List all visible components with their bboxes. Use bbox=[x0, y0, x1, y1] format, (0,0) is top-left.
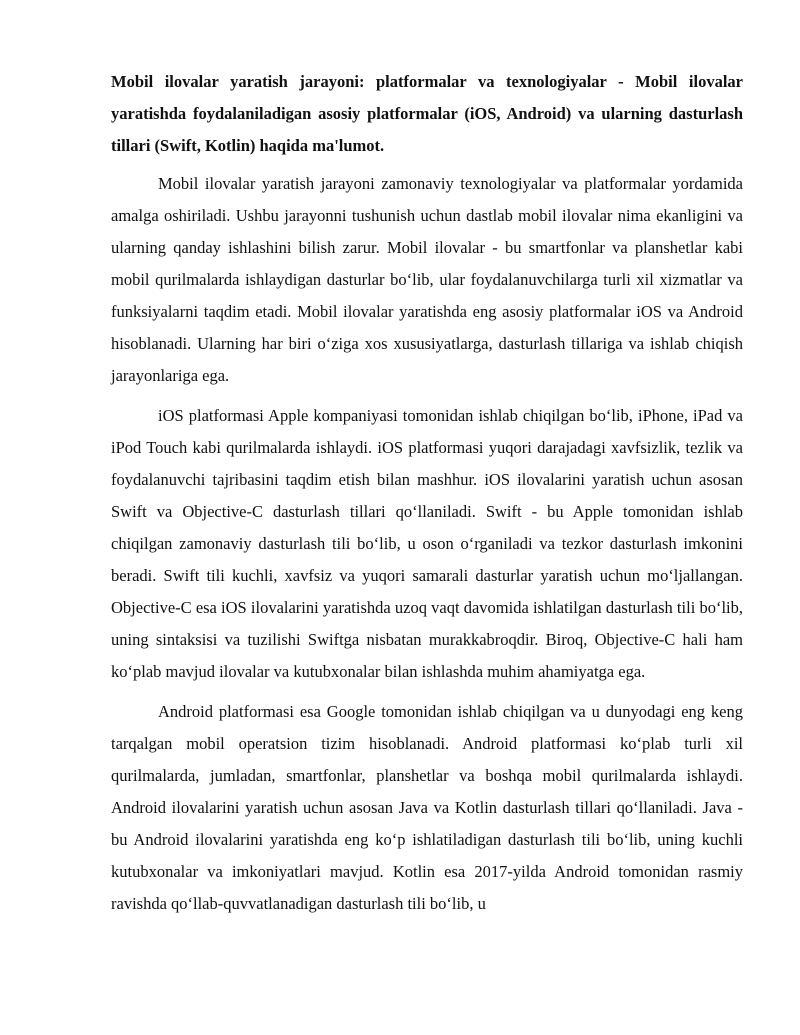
document-title: Mobil ilovalar yaratish jarayoni: platformalar va texnologiyalar - Mobil ilovalar yaratishda foydalaniladigan asosiy platformalar (iOS, Android) va ularning dasturlash tillari (Swift, Kotlin) haqida ma'lumot. bbox=[111, 72, 743, 155]
paragraph-ios: iOS platformasi Apple kompaniyasi tomonidan ishlab chiqilgan bo‘lib, iPhone, iPad va iPod Touch kabi qurilmalarda ishlaydi. iOS platformasi yuqori darajadagi xavfsizlik, tezlik va foydalanuvchi tajribasini taqdim etish bilan mashhur. iOS ilovalarini yaratish uchun asosan Swift va Objective-C dasturlash tillari qo‘llaniladi. Swift - bu Apple tomonidan ishlab chiqilgan zamonaviy dasturlash tili bo‘lib, u oson o‘rganiladi va tezkor dasturlash imkonini beradi. Swift tili kuchli, xavfsiz va yuqori samarali dasturlar yaratish uchun mo‘ljallangan. Objective-C esa iOS ilovalarini yaratishda uzoq vaqt davomida ishlatilgan dasturlash tili bo‘lib, uning sintaksisi va tuzilishi Swiftga nisbatan murakkabroqdir. Biroq, Objective-C hali ham ko‘plab mavjud ilovalar va kutubxonalar bilan ishlashda muhim ahamiyatga ega. bbox=[111, 406, 743, 681]
paragraph-intro: Mobil ilovalar yaratish jarayoni zamonaviy texnologiyalar va platformalar yordamida amalga oshiriladi. Ushbu jarayonni tushunish uchun dastlab mobil ilovalar nima ekanligini va ularning qanday ishlashini bilish zarur. Mobil ilovalar - bu smartfonlar va planshetlar kabi mobil qurilmalarda ishlaydigan dasturlar bo‘lib, ular foydalanuvchilarga turli xil xizmatlar va funksiyalarni taqdim etadi. Mobil ilovalar yaratishda eng asosiy platformalar iOS va Android hisoblanadi. Ularning har biri o‘ziga xos xususiyatlarga, dasturlash tillariga va ishlab chiqish jarayonlariga ega. bbox=[111, 174, 743, 385]
paragraph-android: Android platformasi esa Google tomonidan ishlab chiqilgan va u dunyodagi eng keng tarqalgan mobil operatsion tizim hisoblanadi. Android platformasi ko‘plab turli xil qurilmalarda, jumladan, smartfonlar, planshetlar va boshqa mobil qurilmalarda ishlaydi. Android ilovalarini yaratish uchun asosan Java va Kotlin dasturlash tillari qo‘llaniladi. Java - bu Android ilovalarini yaratishda eng ko‘p ishlatiladigan dasturlash tili bo‘lib, uning kuchli kutubxonalar va imkoniyatlari mavjud. Kotlin esa 2017-yilda Android tomonidan rasmiy ravishda qo‘llab-quvvatlanadigan dasturlash tili bo‘lib, u bbox=[111, 702, 743, 913]
document-page bbox=[111, 66, 743, 928]
